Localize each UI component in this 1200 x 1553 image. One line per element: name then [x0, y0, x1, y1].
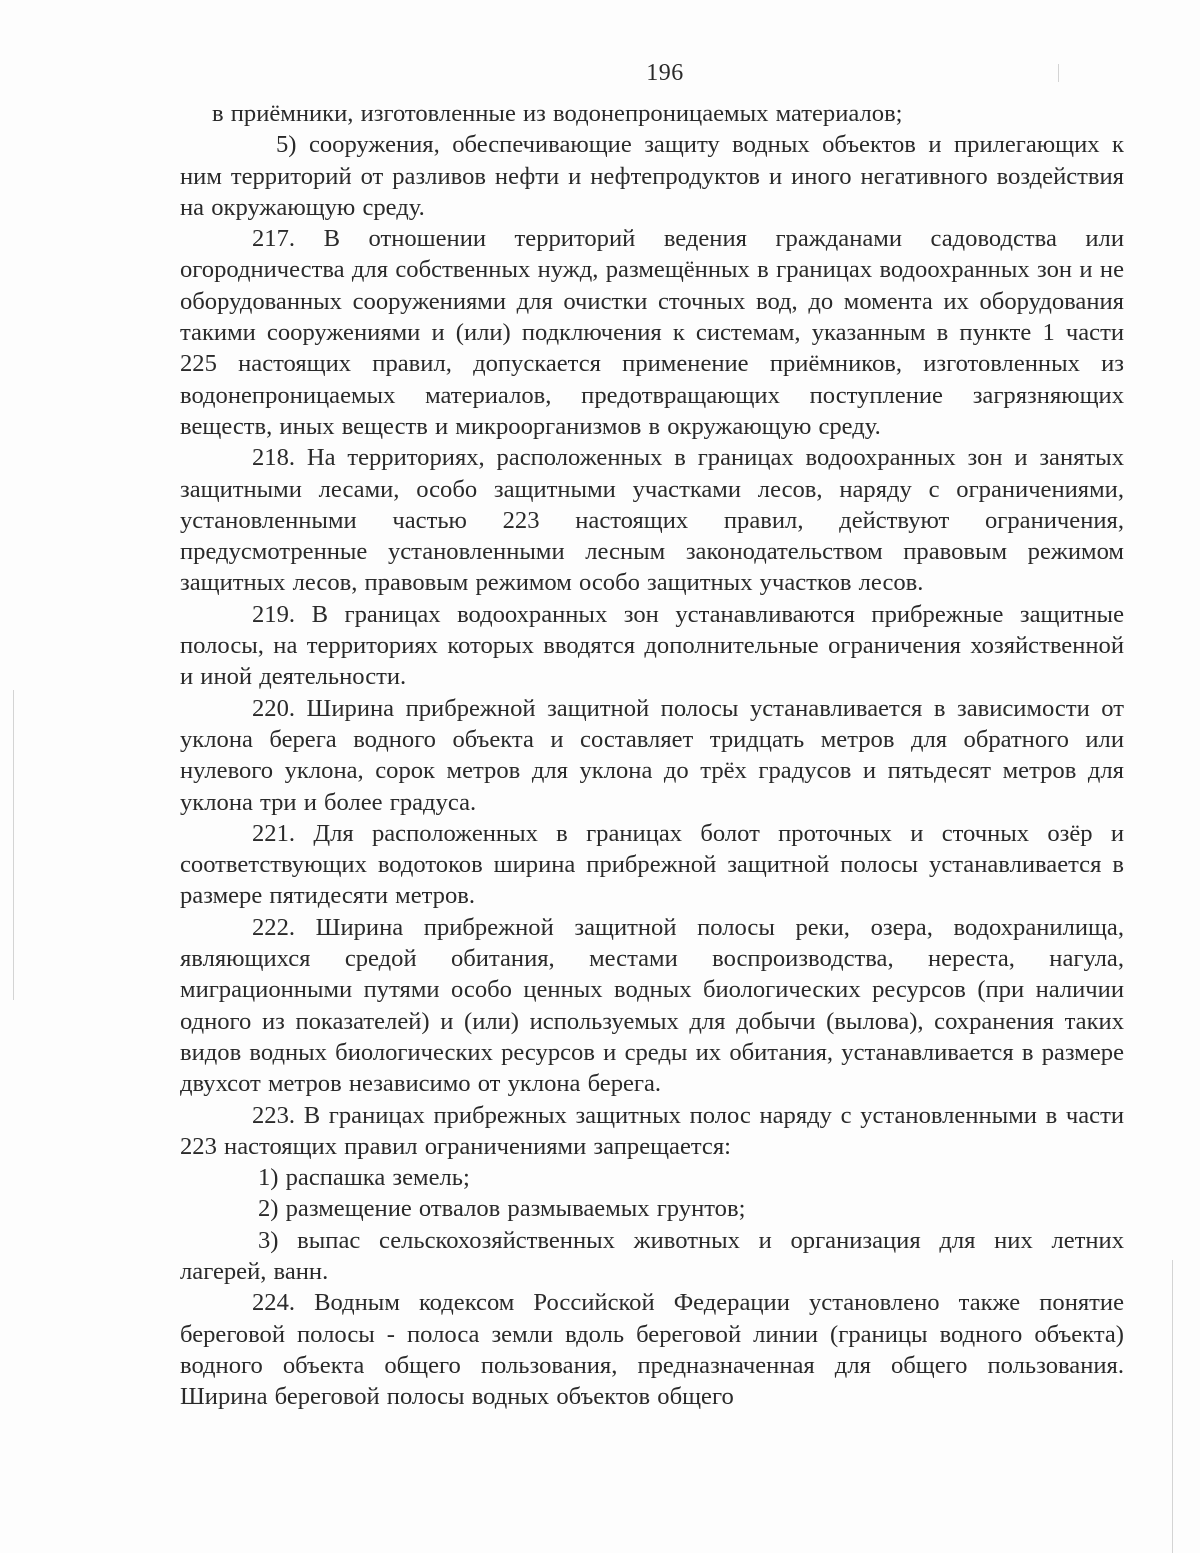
scan-edge-right	[1172, 1260, 1173, 1553]
scan-edge-left	[13, 690, 14, 1000]
paragraph-217: 217. В отношении территорий ведения гражданами садоводства или огородничества для собственных нужд, размещённых в границах водоохранных зон и не оборудованных сооружениями для очистки сточных вод, до момента их оборудования такими сооружениями и (или) подключения к системам, указанным в пункте 1 части 225 настоящих правил, допускается применение приёмников, изготовленных из водонепроницаемых материалов, предотвращающих поступление загрязняющих веществ, иных веществ и микроорганизмов в окружающую среду.	[180, 225, 1124, 440]
document-body	[180, 98, 1124, 1412]
paragraph-continuation: в приёмники, изготовленные из водонепроницаемых материалов;	[212, 100, 903, 127]
paragraph-218: 218. На территориях, расположенных в границах водоохранных зон и занятых защитными лесами, особо защитными участками лесов, наряду с ограничениями, установленными частью 223 настоящих правил, действуют ограничения, предусмотренные установленными лесным законодательством правовым режимом защитных лесов, правовым режимом особо защитных участков лесов.	[180, 444, 1124, 597]
paragraph-219: 219. В границах водоохранных зон устанавливаются прибрежные защитные полосы, на территориях которых вводятся дополнительные ограничения хозяйственной и иной деятельности.	[180, 600, 1124, 691]
page-number: 196	[646, 60, 684, 86]
paragraph-220: 220. Ширина прибрежной защитной полосы устанавливается в зависимости от уклона берега водного объекта и составляет тридцать метров для обратного или нулевого уклона, сорок метров для уклона до трёх градусов и пятьдесят метров для уклона три и более градуса.	[180, 694, 1124, 816]
list-item-3: 3) выпас сельскохозяйственных животных и организация для них летних лагерей, ванн.	[180, 1226, 1124, 1285]
list-item-1: 1) распашка земель;	[258, 1164, 470, 1192]
paragraph-222: 222. Ширина прибрежной защитной полосы реки, озера, водохранилища, являющихся средой обитания, местами воспроизводства, нереста, нагула, миграционными путями особо ценных водных биологических ресурсов (при наличии одного из показателей) и (или) используемых для добычи (вылова), сохранения таких видов водных биологических ресурсов и среды их обитания, устанавливается в размере двухсот метров независимо от уклона берега.	[180, 913, 1124, 1098]
subitem-5: 5) сооружения, обеспечивающие защиту водных объектов и прилегающих к ним территорий от разливов нефти и нефтепродуктов и иного негативного воздействия на окружающую среду.	[180, 131, 1124, 221]
list-item-2: 2) размещение отвалов размываемых грунтов;	[258, 1195, 746, 1223]
paragraph-221: 221. Для расположенных в границах болот проточных и сточных озёр и соответствующих водотоков ширина прибрежной защитной полосы устанавливается в размере пятидесяти метров.	[180, 819, 1124, 910]
paragraph-224: 224. Водным кодексом Российской Федерации установлено также понятие береговой полосы - полоса земли вдоль береговой линии (границы водного объекта) водного объекта общего пользования, предназначенная для общего пользования. Ширина береговой полосы водных объектов общего	[180, 1289, 1124, 1411]
paragraph-223: 223. В границах прибрежных защитных полос наряду с установленными в части 223 настоящих правил ограничениями запрещается:	[180, 1101, 1124, 1160]
